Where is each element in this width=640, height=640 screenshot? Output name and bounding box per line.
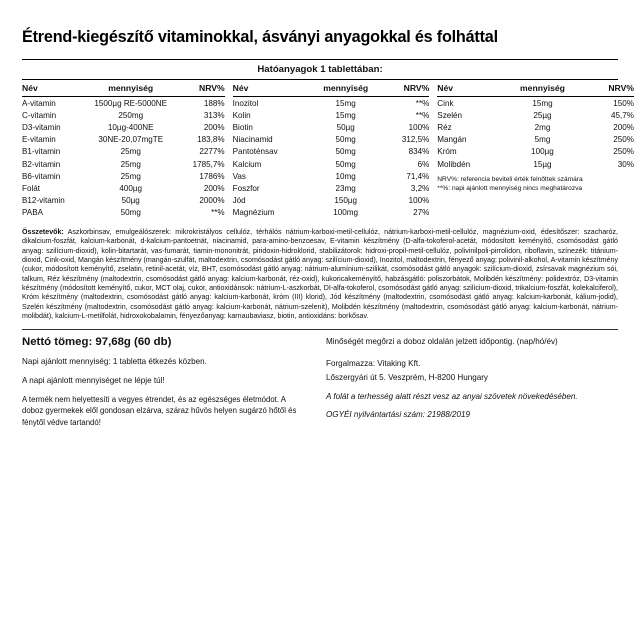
table-caption: Hatóanyagok 1 tablettában: [257,64,383,75]
cell-amount: 50µg [336,122,355,132]
cell-amount: 400µg [119,183,143,193]
header-amount: mennyiség [500,80,585,97]
cell-amount: 50mg [335,147,356,157]
bottom-right-column [320,336,618,434]
cell-nrv: 6% [417,159,430,169]
cell-nrv: 250% [613,135,634,145]
cell-name: Molibdén [437,159,471,169]
cell-amount: 100mg [333,208,359,218]
cell-name: Kolin [232,110,251,120]
cell-amount: 30NE-20,07mgTE [98,135,164,145]
cell-name: Cink [437,98,454,108]
cell-amount: 15mg [335,110,356,120]
cell-amount: 50mg [120,208,141,218]
bottom-left-column [22,336,320,434]
cell-nrv: 3,2% [410,183,430,193]
cell-name: B6-vitamin [22,171,61,181]
cell-nrv: **% [415,98,430,108]
footnote-nrv: NRV%: referencia beviteli érték felnőttek számára [437,176,583,184]
distributor-address: Lőszergyári út 5. Veszprém, H-8200 Hungary [326,372,488,382]
cell-nrv: 45,7% [611,110,634,120]
table-header-row [233,80,430,97]
cell-nrv: 27% [413,208,430,218]
divider-bottom [22,329,618,330]
cell-amount: 25mg [120,159,141,169]
cell-name: D3-vitamin [22,122,61,132]
cell-nrv: 313% [203,110,225,120]
cell-name: Szelén [437,110,463,120]
table-header-row [437,80,634,97]
ingredients-paragraph [22,228,618,322]
cell-name: Folát [22,183,40,193]
cell-nrv: 834% [408,147,430,157]
cell-nrv: 200% [203,183,225,193]
nutrition-table-1 [22,80,225,219]
cell-name: Foszfor [232,183,260,193]
page-title: Étrend-kiegészítő vitaminokkal, ásványi anyagokkal és folháttal [22,28,498,46]
table-row [437,109,634,121]
cell-name: E-vitamin [22,135,56,145]
dose-warning: A napi ajánlott mennyiséget ne lépje túl! [22,376,165,386]
net-weight: Nettó tömeg: 97,68g (60 db) [22,336,172,349]
table-row [437,146,634,158]
cell-nrv: 71,4% [406,171,430,181]
cell-amount: 150µg [334,196,357,206]
distributor-label [326,358,618,370]
cell-amount: 10mg [335,171,356,181]
table-row [233,146,430,158]
cell-amount: 5mg [534,135,551,145]
header-name: Név [22,80,81,97]
cell-amount: 23mg [335,183,356,193]
cell-nrv: 150% [613,98,634,108]
nutrition-column-3 [429,80,634,219]
nutrition-table-3 [437,80,634,170]
header-amount: mennyiség [308,80,383,97]
header-name: Név [233,80,308,97]
table-row [233,182,430,194]
cell-nrv: 200% [203,122,225,132]
cell-amount: 1500µg RE-5000NE [94,98,168,108]
table-row [22,146,225,158]
cell-nrv: 200% [613,122,634,132]
bottom-section [22,336,618,434]
cell-amount: 15mg [532,98,553,108]
cell-amount: 10µg-400NE [107,122,154,132]
registration-number: OGYÉI nyilvántartási szám: 21988/2019 [326,410,470,420]
cell-name: Niacinamid [232,135,273,145]
table-row [22,97,225,110]
cell-name: Pantoténsav [232,147,278,157]
table-row [22,182,225,194]
table-row [22,195,225,207]
cell-amount: 25µg [533,110,552,120]
cell-name: A-vitamin [22,98,56,108]
table-row [233,170,430,182]
table-row [233,195,430,207]
cell-nrv: 312,5% [401,135,430,145]
cell-name: B2-vitamin [22,159,61,169]
cell-name: B12-vitamin [22,196,65,206]
cell-nrv: 183,8% [197,135,225,145]
ingredients-text: Aszkorbinsav, emulgeálószerek: mikrokristályos cellulóz, térhálós nátrium-karboxi-metil-cellulóz, nátrium-karboxi-metil-cellulóz, magnézium-oxid, édesítőszer: szacharóz, dikalcium-foszfát, kalcium-karbonát, d-kalcium-pantoetnát, niacinamid, para-amino-benzoesav, E-vitamin készítmény (D-alfa-tokoferol-acetát, módosított keményítő, csomósodást gátló anyag: szilícium-dioxid), kolin-bitartarát, vas-fumarát, tiamin-mononitrát, piridoxin-hidroklorid, stabilizátorok: hidroxi-propil-metil-cellulóz, polivinilpoli-pirrolidon, riboflavin, színezék: titánium-dioxid, Cink-oxid, Mangán készítmény (mangán-szulfát, maltodextrin, csomósodást gátló anyag: szilícium-dioxid), Inozitol, maltodextrin, fényező anyag: polivinil-alkohol, A-vitamin készítmény (cukor, módosított keményítő, zselatin, retinil-acetát, víz, BHT, csomósodást gátló anyag: nátrium-alumínium-szilikát, csomósodást gátló anyagok: szilícium-dioxid, zsírsavak magnézium sói, talkum, Réz készítmény (maltodextrin, csomósodást gátló anyag: kalcium-karbonát, réz-oxid), kukoricakeményítő, habzásgátló: poliszorbátok, Molibdén készítmény: polidextróz, D3-vitamin készítmény (módosított keményítő, cukor, MCT olaj, cukor, antioxidánsok: nátrium-L-aszkorbát, DI-alfa-tokoferol, csomósodást gátló anyag: szilícium-dioxid, trikalcium-foszfát, kolekalciferol), Króm készítmény (maltodextrin, csomósodást gátló anyag: kalcium-karbonát, króm (III) klorid), Jód készítmény (maltodextrin, csomósodást gátló anyag: kalcium-karbonát, kálium-jodid), Szelén készítmény (maltodextrin, csomósodást gátló anyag: kalcium-karbonát, nátrium-szelenit), Molibdén készítmény (maltodextrin, csomósodást gátló anyag: kalcium-karbonát, nátrium-molibdát), kalcium-L-metilfolát, hidroxokobalamin, fényezőanyag: karnaubaviasz, biotin, antioxidáns: borkősav. [22,227,618,321]
table-row [233,121,430,133]
cell-amount: 15µg [533,159,552,169]
table-row [233,134,430,146]
cell-name: Jód [232,196,246,206]
cell-nrv: 100% [408,196,430,206]
nutrition-table-2 [233,80,430,219]
header-nrv: NRV% [585,80,634,97]
cell-name: Inozitol [232,98,259,108]
table-row [437,134,634,146]
header-name: Név [437,80,499,97]
cell-nrv: 30% [617,159,634,169]
table-row [22,109,225,121]
distributor-name: Vitaking Kft. [377,359,421,369]
cell-amount: 100µg [531,147,554,157]
table-row [22,170,225,182]
header-amount: mennyiség [81,80,181,97]
table-row [437,158,634,170]
cell-amount: 50µg [121,196,140,206]
dosage-text: Napi ajánlott mennyiség: 1 tabletta étkezés közben. [22,357,207,367]
cell-amount: 2mg [534,122,551,132]
cell-amount: 50mg [335,159,356,169]
nutrition-columns [22,80,634,219]
cell-nrv: 188% [203,98,225,108]
cell-amount: 25mg [120,171,141,181]
table-row [22,207,225,219]
table-row [437,121,634,133]
cell-name: Magnézium [232,208,275,218]
cell-name: Kalcium [232,159,262,169]
cell-amount: 15mg [335,98,356,108]
cell-name: Vas [232,171,246,181]
pregnancy-note: A folát a terhesség alatt részt vesz az anyai szövetek növekedésében. [326,391,578,401]
cell-nrv: 2000% [199,196,225,206]
table-row [22,134,225,146]
cell-name: B1-vitamin [22,147,61,157]
disclaimer-text: A termék nem helyettesíti a vegyes étrendet, és az egészséges életmódot. A doboz gyermekek elől gondosan elzárva, száraz hűvös helyen sugárzó hőtől és fénytől védve tartandó! [22,394,297,427]
cell-name: Mangán [437,135,467,145]
cell-amount: 50mg [335,135,356,145]
cell-nrv: **% [211,208,225,218]
table-header-row [22,80,225,97]
header-nrv: NRV% [181,80,225,97]
nrv-footnotes [437,170,634,194]
cell-name: Króm [437,147,457,157]
cell-name: Réz [437,122,452,132]
best-before-text: Minőségét megőrzi a doboz oldalán jelzett időpontig. (nap/hó/év) [326,337,558,347]
cell-name: Biotin [232,122,253,132]
cell-nrv: 250% [613,147,634,157]
table-row [233,158,430,170]
table-row [233,109,430,121]
distributor-label-text: Forgalmazza: [326,359,376,369]
cell-nrv: 100% [408,122,430,132]
footnote-asterisk: **%: napi ajánlott mennyiség nincs meghatározva [437,185,583,193]
cell-name: PABA [22,208,43,218]
nutrition-column-2 [225,80,430,219]
header-nrv: NRV% [383,80,429,97]
cell-nrv: 2277% [199,147,225,157]
cell-name: C-vitamin [22,110,57,120]
ingredients-label: Összetevők: [22,227,64,236]
cell-nrv: 1785,7% [192,159,225,169]
table-row [22,158,225,170]
cell-amount: 25mg [120,147,141,157]
table-row [233,97,430,110]
table-row [437,97,634,110]
nutrition-column-1 [22,80,225,219]
cell-nrv: 1786% [199,171,225,181]
table-row [233,207,430,219]
cell-nrv: **% [415,110,430,120]
cell-amount: 250mg [118,110,144,120]
table-row [22,121,225,133]
